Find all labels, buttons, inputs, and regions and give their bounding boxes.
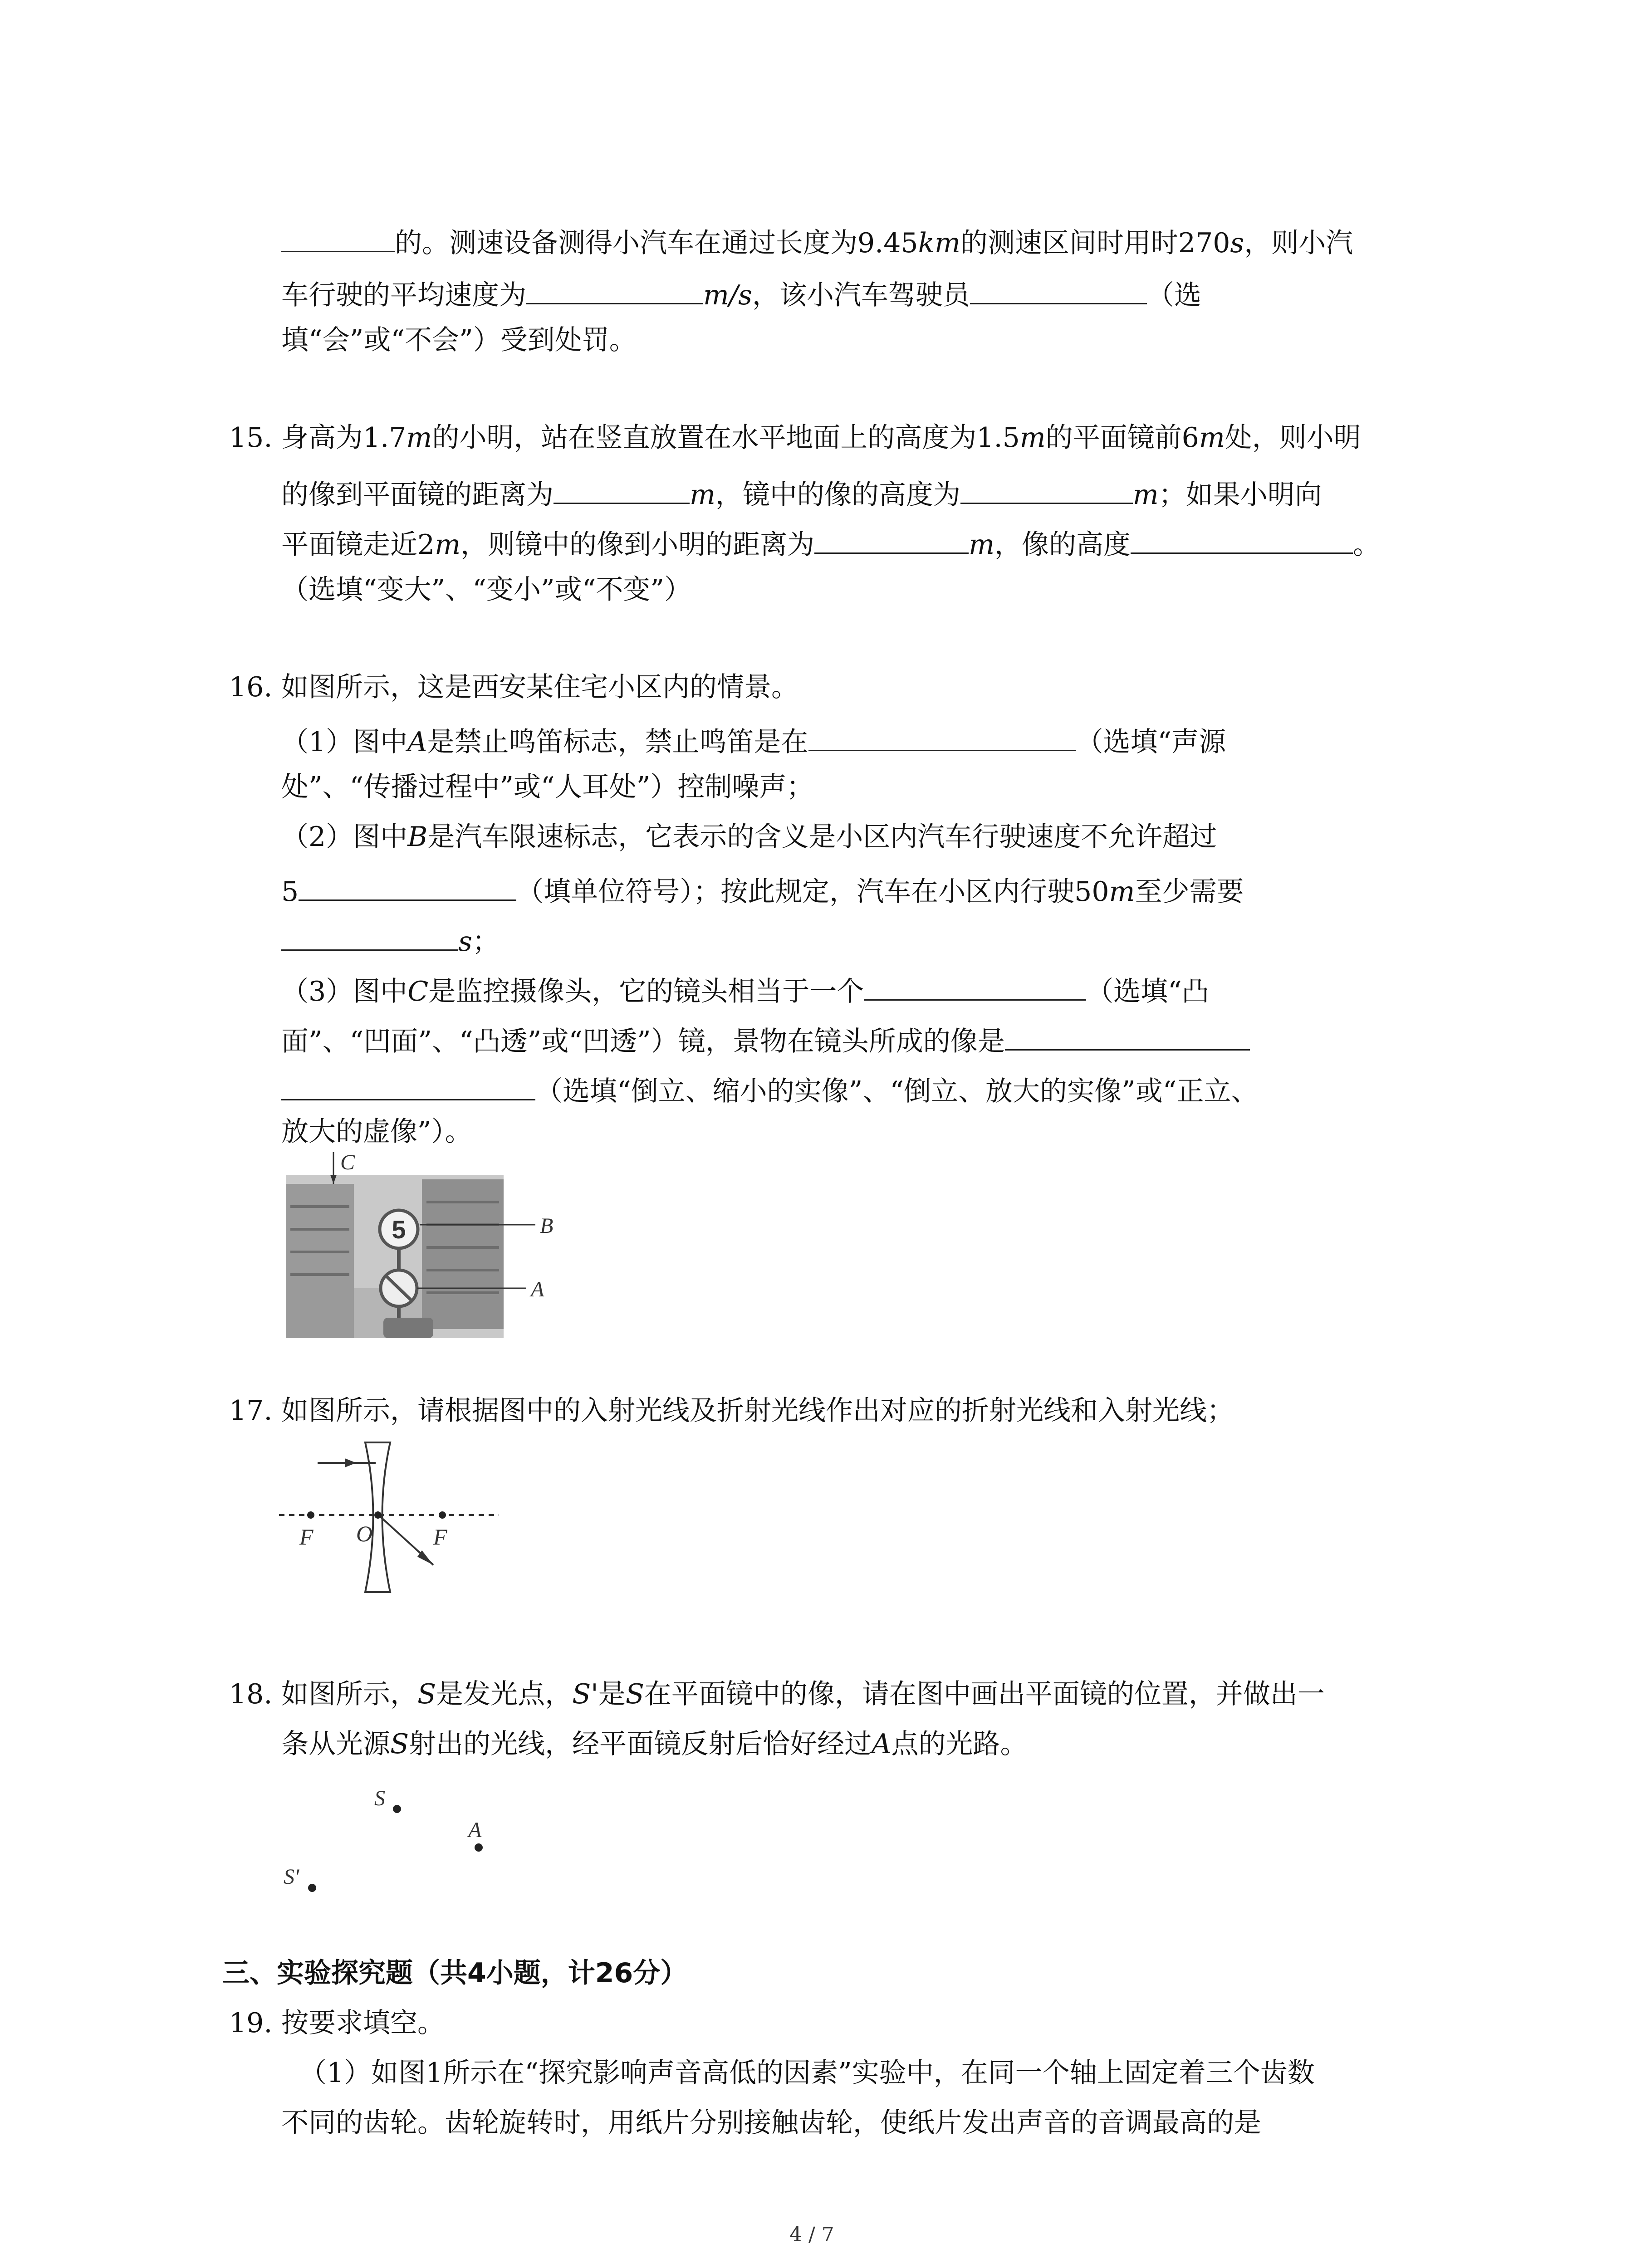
q16-part-2-cont: 5 （填单位符号）；按此规定，汽车在小区内行驶50m至少需要 <box>281 873 1244 905</box>
label-s: S <box>374 1786 385 1810</box>
speed-limit-value: 5 <box>392 1215 406 1244</box>
question-number: 15. <box>229 422 273 454</box>
label-s-prime: S' <box>284 1865 299 1889</box>
q17-text: 如图所示，请根据图中的入射光线及折射光线作出对应的折射光线和入射光线； <box>281 1395 1234 1427</box>
q16-part-1: （1）图中A是禁止鸣笛标志，禁止鸣笛是在 （选填“声源 <box>281 723 1226 756</box>
label-a: A <box>468 1818 482 1842</box>
q16-part-3-cont3: 放大的虚像”）。 <box>281 1116 472 1148</box>
q14-line-1: 的。测速设备测得小汽车在通过长度为9.45km的测速区间时用时270s，则小汽 <box>281 225 1353 257</box>
answer-blank[interactable] <box>281 225 395 252</box>
q18-line-2: 条从光源S射出的光线，经平面镜反射后恰好经过A点的光路。 <box>281 1728 1028 1760</box>
incident-ray-arrow <box>345 1458 356 1467</box>
q16-part-1-cont: 处”、“传播过程中”或“人耳处”）控制噪声； <box>281 771 814 803</box>
focal-point-right <box>439 1511 446 1519</box>
answer-blank[interactable] <box>814 526 969 554</box>
label-b: B <box>540 1214 554 1238</box>
answer-blank[interactable] <box>808 723 1076 751</box>
answer-blank[interactable] <box>960 476 1133 504</box>
point-s <box>393 1805 401 1813</box>
answer-blank[interactable] <box>1005 1023 1250 1051</box>
q14-line-3: 填“会”或“不会”）受到处罚。 <box>281 324 637 356</box>
q15-line-2: 的像到平面镜的距离为 m，镜中的像的高度为 m；如果小明向 <box>281 476 1322 508</box>
label-f-right: F <box>433 1524 447 1549</box>
answer-blank[interactable] <box>281 1073 535 1100</box>
q16-intro: 如图所示，这是西安某住宅小区内的情景。 <box>281 671 798 703</box>
optical-center <box>374 1511 382 1519</box>
label-o: O <box>356 1521 373 1546</box>
question-number: 16. <box>229 671 273 703</box>
question-number: 17. <box>229 1395 273 1427</box>
question-number: 18. <box>229 1678 273 1710</box>
q14-line-2: 车行驶的平均速度为 m/s，该小汽车驾驶员 （选 <box>281 277 1201 309</box>
q18-point-diagram <box>272 1769 508 1923</box>
point-s-prime <box>308 1884 316 1892</box>
label-c: C <box>340 1152 355 1174</box>
point-a <box>475 1843 483 1852</box>
q16-part-3: （3）图中C是监控摄像头，它的镜头相当于一个 （选填“凸 <box>281 973 1209 1005</box>
q16-part-3-cont2: （选填“倒立、缩小的实像”、“倒立、放大的实像”或“正立、 <box>281 1073 1258 1105</box>
section-title: 三、实验探究题（共4小题，计26分） <box>222 1957 688 1989</box>
q17-concave-lens-diagram <box>272 1433 508 1606</box>
car <box>383 1318 433 1338</box>
q16-part-2-cont2: s； <box>281 923 500 955</box>
q15-line-1: 身高为1.7m的小明，站在竖直放置在水平地面上的高度为1.5m的平面镜前6m处，则小明 <box>281 422 1361 454</box>
q19-line-1: （1）如图1所示在“探究影响声音高低的因素”实验中，在同一个轴上固定着三个齿数 <box>299 2057 1315 2089</box>
page-number: 4 / 7 <box>789 2223 834 2246</box>
q15-line-4: （选填“变大”、“变小”或“不变”） <box>281 574 692 606</box>
label-f-left: F <box>299 1524 314 1549</box>
answer-blank[interactable] <box>970 277 1147 304</box>
q19-line-2: 不同的齿轮。齿轮旋转时，用纸片分别接触齿轮，使纸片发出声音的音调最高的是 <box>281 2107 1261 2139</box>
question-number: 19. <box>229 2007 273 2039</box>
answer-blank[interactable] <box>864 973 1086 1001</box>
q18-line-1: 如图所示，S是发光点，S'是S在平面镜中的像，请在图中画出平面镜的位置，并做出一 <box>281 1678 1325 1710</box>
q15-line-3: 平面镜走近2m，则镜中的像到小明的距离为 m，像的高度 。 <box>281 526 1380 558</box>
label-a: A <box>531 1277 544 1301</box>
answer-blank[interactable] <box>1131 526 1353 554</box>
q16-part-3-cont: 面”、“凹面”、“凸透”或“凹透”）镜，景物在镜头所成的像是 <box>281 1023 1250 1055</box>
answer-blank[interactable] <box>554 476 690 504</box>
focal-point-left <box>307 1511 314 1519</box>
answer-blank[interactable] <box>299 873 516 901</box>
q16-part-2: （2）图中B是汽车限速标志，它表示的含义是小区内汽车行驶速度不允许超过 <box>281 821 1217 853</box>
q19-intro: 按要求填空。 <box>281 2007 445 2039</box>
q16-street-photo <box>272 1152 590 1343</box>
answer-blank[interactable] <box>526 277 703 304</box>
answer-blank[interactable] <box>281 923 458 951</box>
